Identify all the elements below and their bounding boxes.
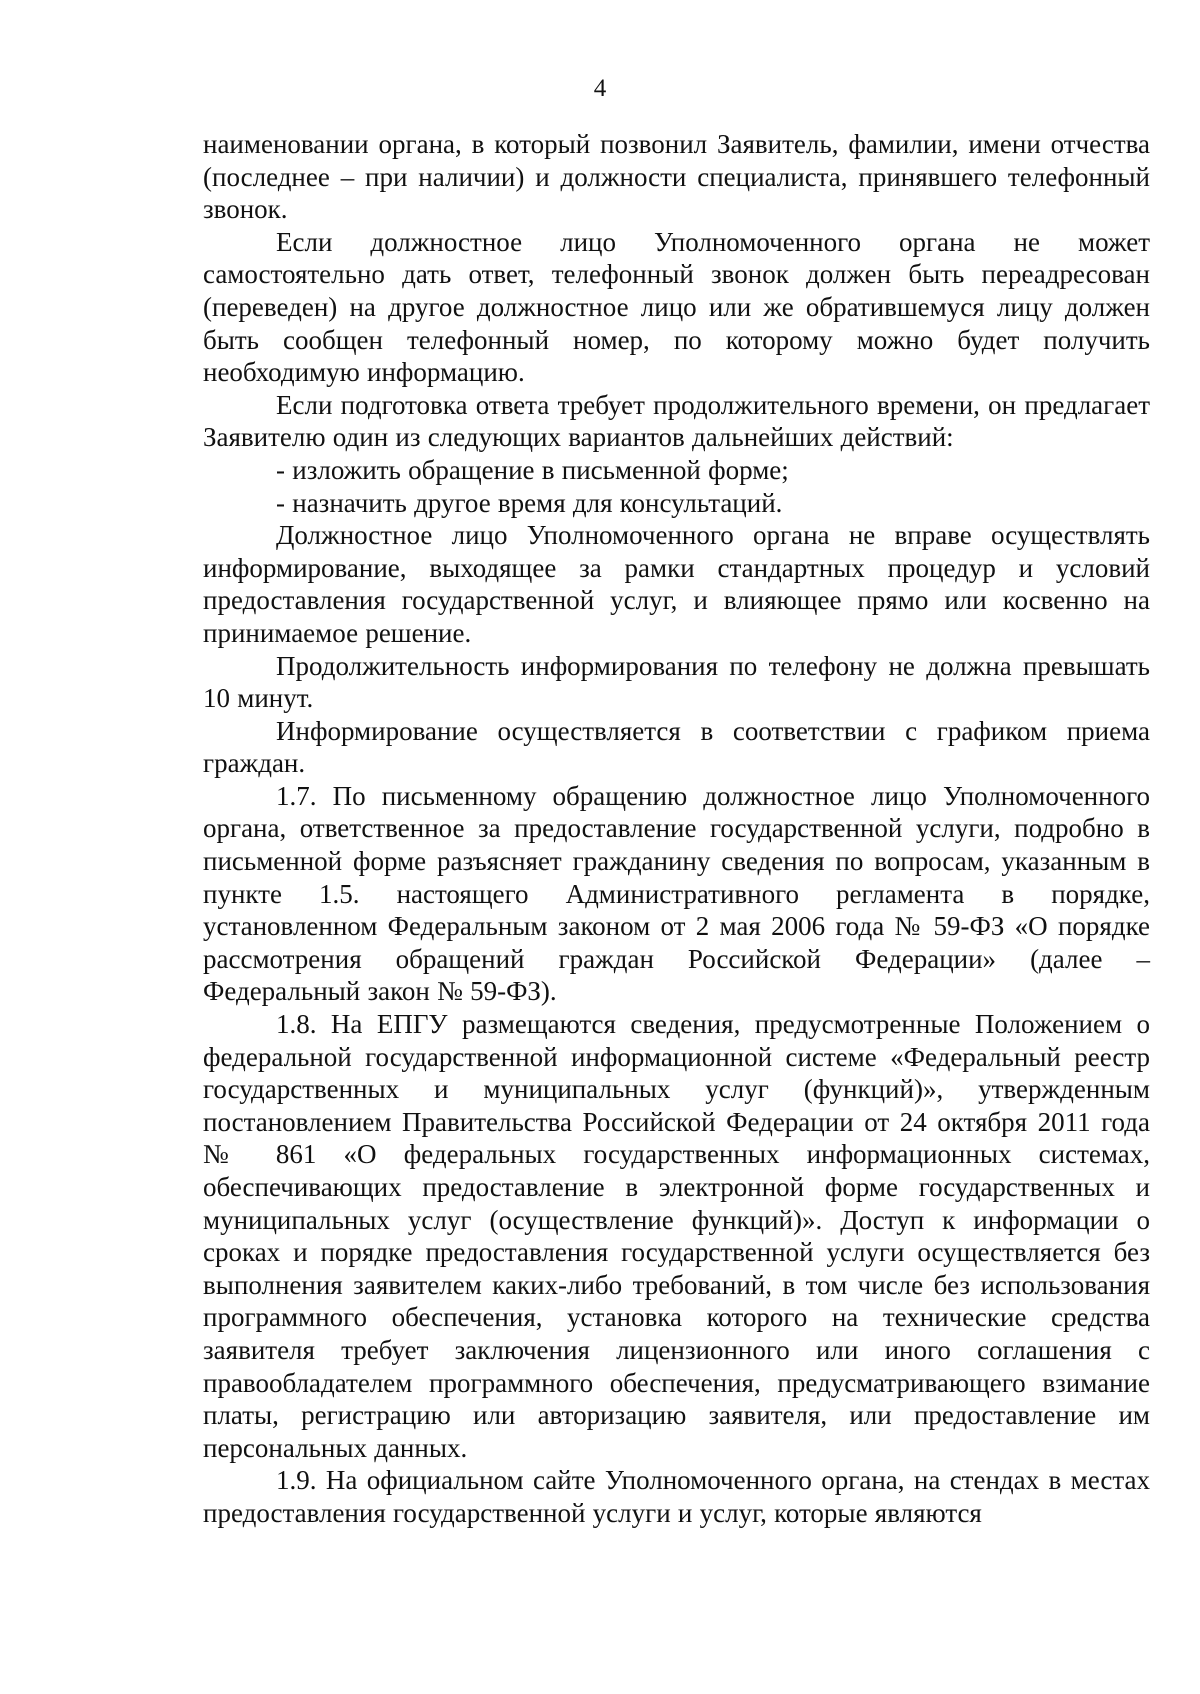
paragraph-schedule: Информирование осуществляется в соответствии с графиком приема граждан. (203, 715, 1150, 779)
paragraph-section-1-8: 1.8. На ЕПГУ размещаются сведения, предусмотренные Положением о федеральной государственной информационной системе «Федеральный реестр государственных и муниципальных услуг (функций)», утвержденным постановлением Правительства Российской Федерации от 24 октября 2011 года № 861 «О федеральных государственных информационных системах, обеспечивающих предоставление в электронной форме государственных и муниципальных услуг (осуществление функций)». Доступ к информации о сроках и порядке предоставления государственной услуги осуществляется без выполнения заявителем каких-либо требований, в том числе без использования программного обеспечения, установка которого на технические средства заявителя требует заключения лицензионного или иного соглашения с правообладателем программного обеспечения, предусматривающего взимание платы, регистрацию или авторизацию заявителя, или предоставление им персональных данных. (203, 1009, 1150, 1463)
paragraph-section-1-9: 1.9. На официальном сайте Уполномоченного органа, на стендах в местах предоставления государственной услуги и услуг, которые являются (203, 1465, 1150, 1528)
list-item-written-form: - изложить обращение в письменной форме; (276, 454, 789, 485)
document-body (203, 128, 1150, 1530)
paragraph-continuation: наименовании органа, в который позвонил Заявитель, фамилии, имени отчества (последнее – при наличии) и должности специалиста, принявшего телефонный звонок. (203, 129, 1150, 225)
paragraph-redirect-call: Если должностное лицо Уполномоченного органа не может самостоятельно дать ответ, телефонный звонок должен быть переадресован (переведен) на другое должностное лицо или же обратившемуся лицу должен быть сообщен телефонный номер, по которому можно будет получить необходимую информацию. (203, 226, 1150, 388)
paragraph-informing-limits: Должностное лицо Уполномоченного органа не вправе осуществлять информирование, выходящее за рамки стандартных процедур и условий предоставления государственной услуг, и влияющее прямо или косвенно на принимаемое решение. (203, 520, 1150, 648)
page-number: 4 (593, 75, 607, 102)
paragraph-call-duration: Продолжительность информирования по телефону не должна превышать 10 минут. (203, 650, 1150, 714)
paragraph-section-1-7: 1.7. По письменному обращению должностное лицо Уполномоченного органа, ответственное за предоставление государственной услуги, подробно в письменной форме разъясняет гражданину сведения по вопросам, указанным в пункте 1.5. настоящего Административного регламента в порядке, установленном Федеральным законом от 2 мая 2006 года № 59-ФЗ «О порядке рассмотрения обращений граждан Российской Федерации» (далее – Федеральный закон № 59-ФЗ). (203, 780, 1150, 1007)
paragraph-long-answer: Если подготовка ответа требует продолжительного времени, он предлагает Заявителю один из следующих вариантов дальнейших действий: (203, 389, 1150, 453)
list-item-other-time: - назначить другое время для консультаций. (276, 487, 783, 518)
